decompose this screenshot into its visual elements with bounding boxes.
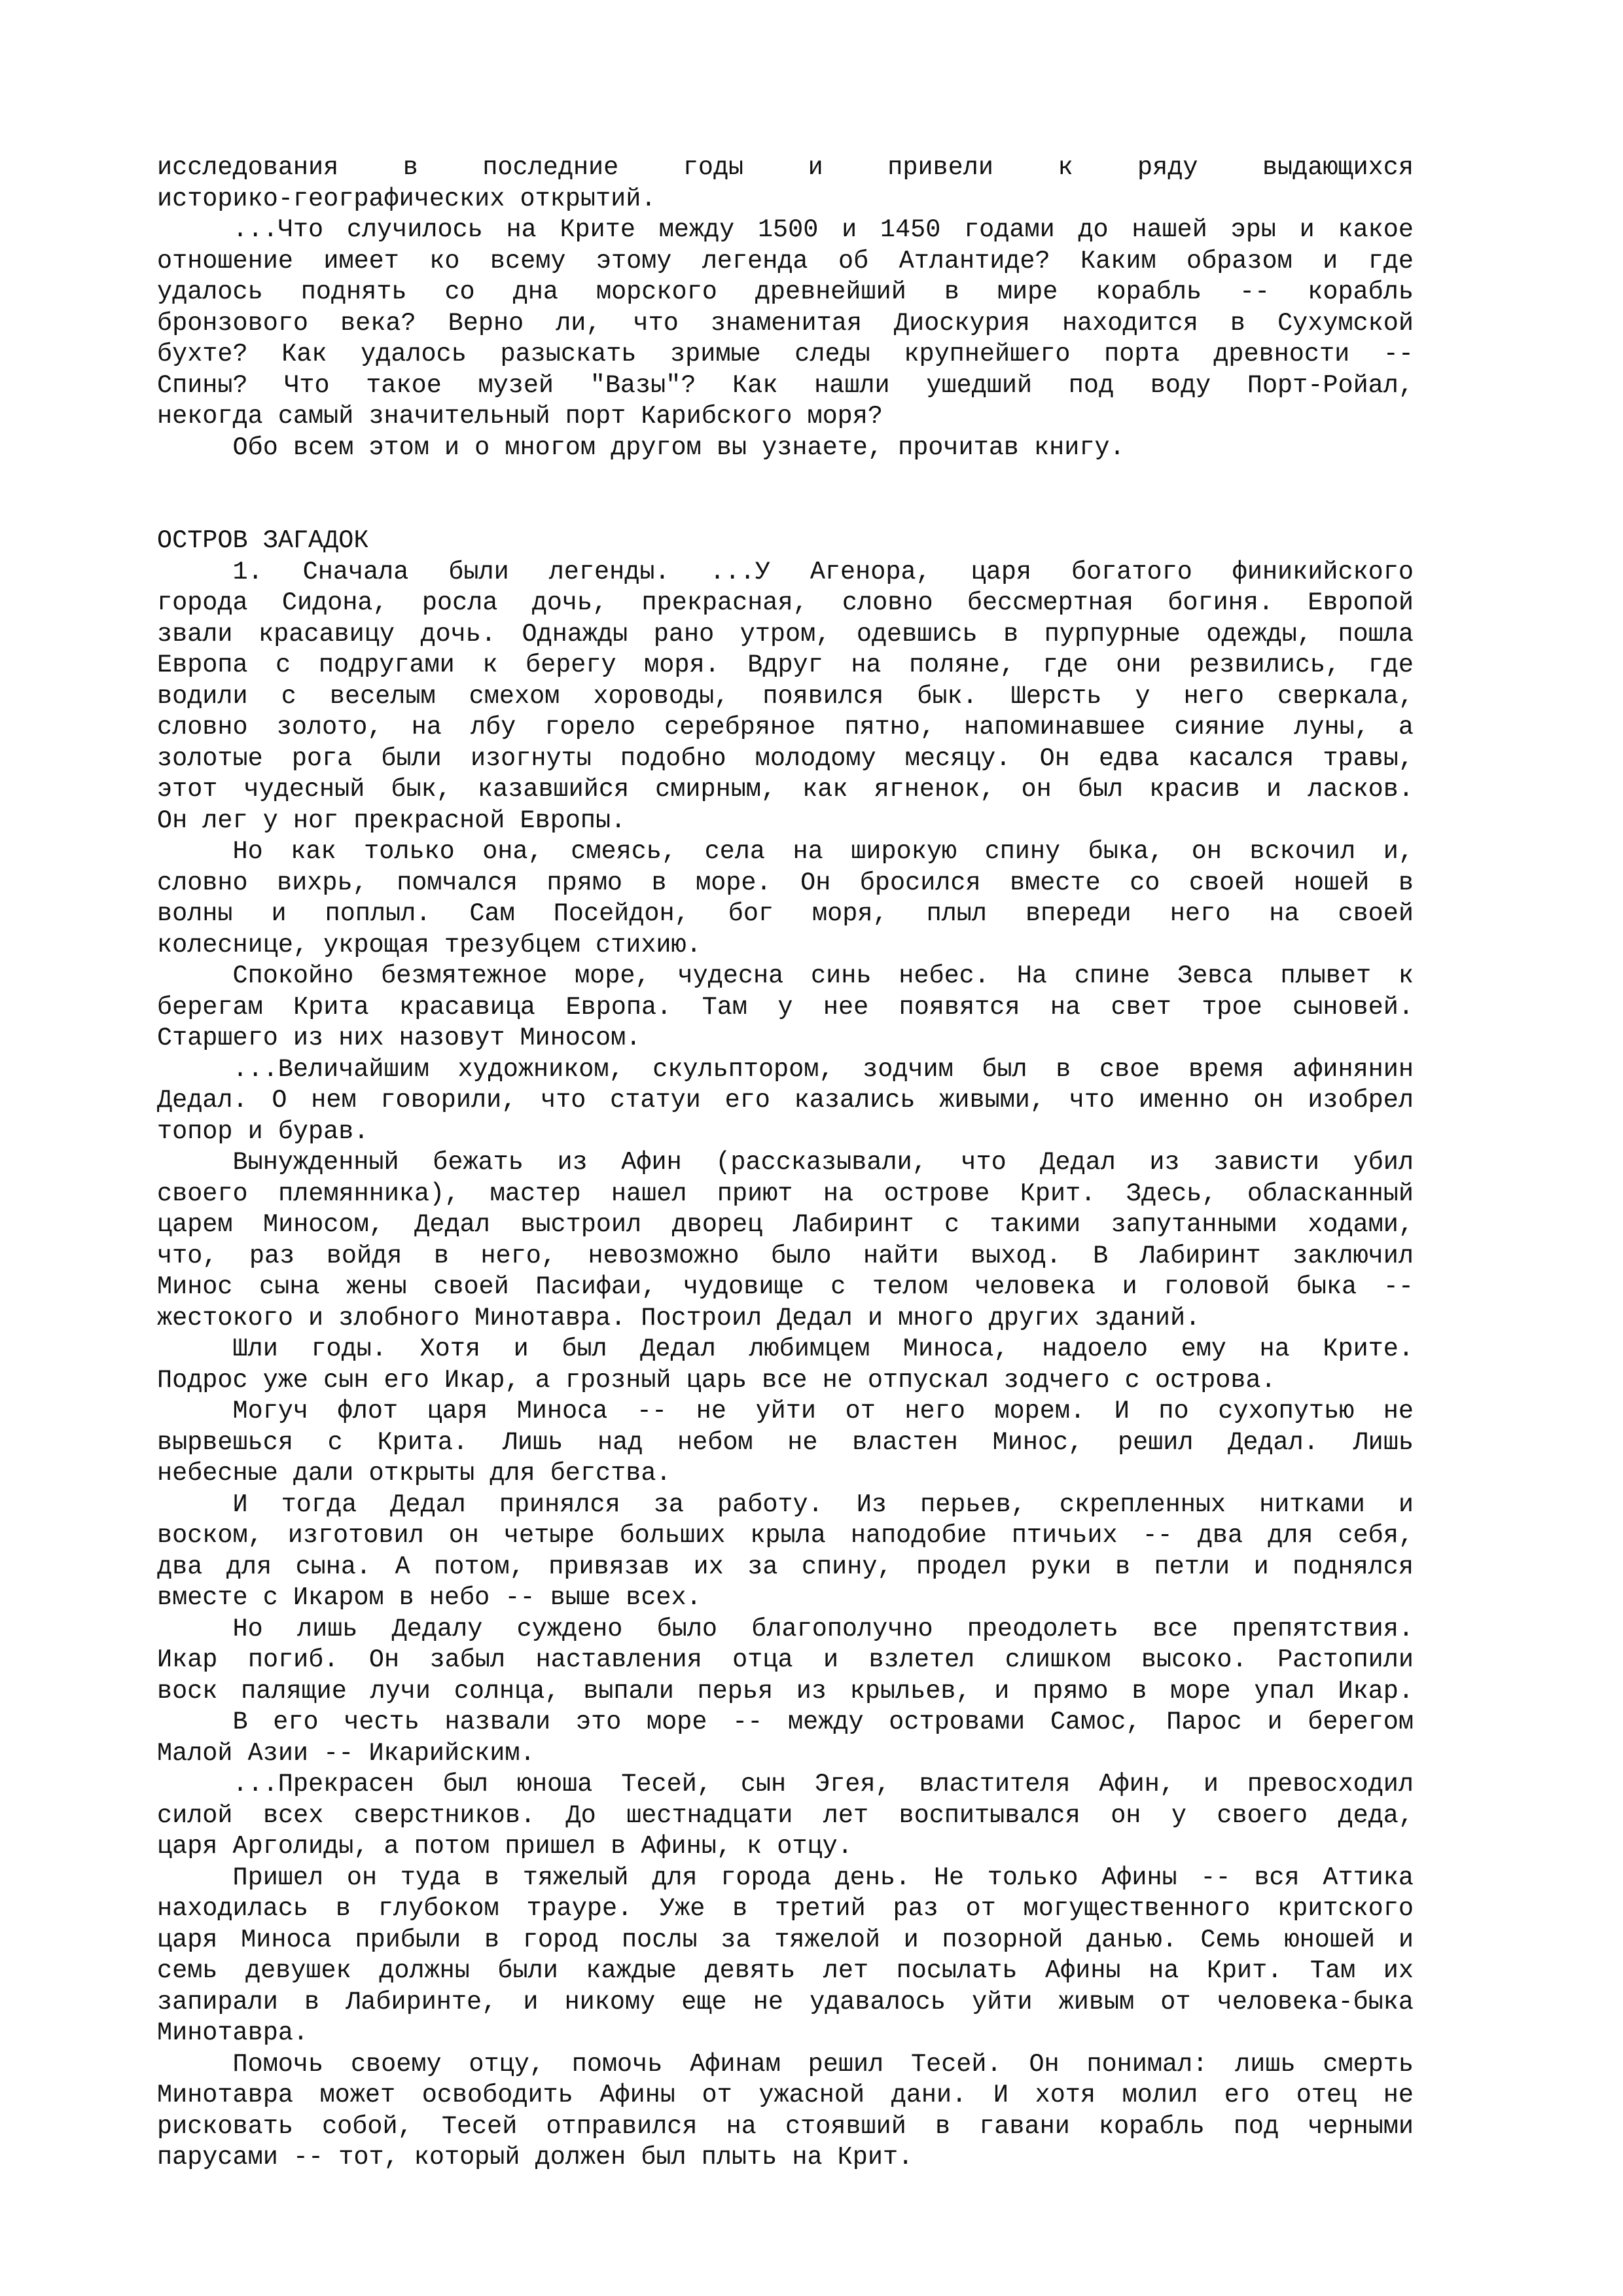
text-line: семь девушек должны были каждые девять лет посылать Афины на Крит. Там их: [157, 1956, 1414, 1985]
text-line: словно золото, на лбу горело серебряное пятно, напоминавшее сияние луны, а: [157, 713, 1414, 742]
text-line: этот чудесный бык, казавшийся смирным, как ягненок, он был красив и ласков.: [157, 775, 1414, 804]
text-line: своего племянника), мастер нашел приют на острове Крит. Здесь, обласканный: [157, 1179, 1414, 1208]
text-line: Подрос уже сын его Икар, а грозный царь все не отпускал зодчего с острова.: [157, 1365, 1276, 1395]
text-line: ...Прекрасен был юноша Тесей, сын Эгея, властителя Афин, и превосходил: [232, 1770, 1414, 1799]
text-line: Спины? Что такое музей "Вазы"? Как нашли ушедший под воду Порт-Ройал,: [157, 370, 1414, 400]
text-line: Но как только она, смеясь, села на широкую спину быка, он вскочил и,: [232, 837, 1414, 866]
text-line: Дедал. О нем говорили, что статуи его казались живыми, что именно он изобрел: [157, 1086, 1414, 1115]
text-line: Минос сына жены своей Пасифаи, чудовище с телом человека и головой быка --: [157, 1272, 1414, 1301]
text-line: 1. Сначала были легенды. ...У Агенора, царя богатого финикийского: [232, 557, 1414, 586]
text-line: Вынужденный бежать из Афин (рассказывали, что Дедал из зависти убил: [232, 1148, 1414, 1177]
blank-line: [157, 463, 1414, 495]
text-line: Спокойно безмятежное море, чудесна синь небес. На спине Зевса плывет к: [232, 961, 1414, 990]
text-line: царем Миносом, Дедал выстроил дворец Лабиринт с такими запутанными ходами,: [157, 1210, 1414, 1239]
text-line: Европа с подругами к берегу моря. Вдруг на поляне, где они резвились, где: [157, 651, 1414, 679]
text-line: некогда самый значительный порт Карибского моря?: [157, 402, 883, 431]
text-line: Но лишь Дедалу суждено было благополучно преодолеть все препятствия.: [232, 1614, 1414, 1643]
text-line: воск палящие лучи солнца, выпали перья из крыльев, и прямо в море упал Икар.: [157, 1676, 1414, 1706]
text-line: Он лег у ног прекрасной Европы.: [157, 806, 626, 835]
text-line: В его честь назвали это море -- между островами Самос, Парос и берегом: [232, 1708, 1414, 1736]
text-line: Могуч флот царя Миноса -- не уйти от него морем. И по сухопутью не: [232, 1397, 1414, 1426]
text-line: бухте? Как удалось разыскать зримые следы крупнейшего порта древности --: [157, 340, 1414, 368]
text-line: отношение имеет ко всему этому легенда об Атлантиде? Каким образом и где: [157, 246, 1414, 276]
text-line: словно вихрь, помчался прямо в море. Он бросился вместе со своей ношей в: [157, 868, 1414, 897]
blank-line: [157, 495, 1414, 526]
text-line: берегам Крита красавица Европа. Там у нее появятся на свет трое сыновей.: [157, 992, 1414, 1022]
text-line: Малой Азии -- Икарийским.: [157, 1738, 535, 1768]
text-line: Обо всем этом и о многом другом вы узнаете, прочитав книгу.: [157, 433, 1125, 462]
text-line: воском, изготовил он четыре больших крыла наподобие птичьих -- два для себя,: [157, 1521, 1414, 1550]
text-line: небесные дали открыты для бегства.: [157, 1459, 671, 1488]
text-line: ...Что случилось на Крите между 1500 и 1450 годами до нашей эры и какое: [232, 215, 1414, 244]
text-line: царя Миноса прибыли в город послы за тяжелой и позорной данью. Семь юношей и: [157, 1925, 1414, 1954]
text-line: удалось поднять со дна морского древнейший в мире корабль -- корабль: [157, 278, 1414, 306]
text-line: топор и бурав.: [157, 1117, 369, 1146]
text-line: историко-географических открытий.: [157, 184, 656, 213]
text-line: волны и поплыл. Сам Посейдон, бог моря, плыл впереди него на своей: [157, 899, 1414, 928]
text-line: звали красавицу дочь. Однажды рано утром, одевшись в пурпурные одежды, пошла: [157, 619, 1414, 649]
text-line: Минотавра.: [157, 2018, 309, 2047]
text-line: Помочь своему отцу, помочь Афинам решил Тесей. Он понимал: лишь смерть: [232, 2049, 1414, 2079]
text-line: вырвешься с Крита. Лишь над небом не властен Минос, решил Дедал. Лишь: [157, 1427, 1414, 1457]
text-line: что, раз войдя в него, невозможно было найти выход. В Лабиринт заключил: [157, 1241, 1414, 1270]
text-line: бронзового века? Верно ли, что знаменитая Диоскурия находится в Сухумской: [157, 308, 1414, 338]
text-line: вместе с Икаром в небо -- выше всех.: [157, 1583, 702, 1612]
text-line: запирали в Лабиринте, и никому еще не удавалось уйти живым от человека-быка: [157, 1987, 1414, 2017]
text-line: Минотавра может освободить Афины от ужасной дани. И хотя молил его отец не: [157, 2081, 1414, 2109]
text-line: Пришел он туда в тяжелый для города день. Не только Афины -- вся Аттика: [232, 1863, 1414, 1892]
text-line: И тогда Дедал принялся за работу. Из перьев, скрепленных нитками и: [232, 1490, 1414, 1519]
text-line: парусами -- тот, который должен был плыть на Крит.: [157, 2143, 914, 2172]
text-line: золотые рога были изогнуты подобно молодому месяцу. Он едва касался травы,: [157, 744, 1414, 773]
text-line: рисковать собой, Тесей отправился на стоявший в гавани корабль под черными: [157, 2111, 1414, 2141]
text-line: Икар погиб. Он забыл наставления отца и взлетел слишком высоко. Растопили: [157, 1645, 1414, 1674]
text-line: царя Арголиды, а потом пришел в Афины, к отцу.: [157, 1832, 853, 1861]
text-line: Старшего из них назовут Миносом.: [157, 1024, 641, 1052]
section-heading: ОСТРОВ ЗАГАДОК: [157, 526, 369, 555]
text-line: города Сидона, росла дочь, прекрасная, словно бессмертная богиня. Европой: [157, 588, 1414, 617]
text-line: исследования в последние годы и привели к ряду выдающихся: [157, 153, 1414, 182]
text-line: находилась в глубоком трауре. Уже в третий раз от могущественного критского: [157, 1894, 1414, 1923]
document-page: [157, 152, 1414, 2174]
text-line: два для сына. А потом, привязав их за спину, продел руки в петли и поднялся: [157, 1552, 1414, 1581]
text-line: силой всех сверстников. До шестнадцати лет воспитывался он у своего деда,: [157, 1801, 1414, 1830]
text-line: колеснице, укрощая трезубцем стихию.: [157, 930, 702, 960]
text-line: водили с веселым смехом хороводы, появился бык. Шерсть у него сверкала,: [157, 681, 1414, 711]
text-line: жестокого и злобного Минотавра. Построил Дедал и много других зданий.: [157, 1303, 1201, 1333]
text-line: Шли годы. Хотя и был Дедал любимцем Миноса, надоело ему на Крите.: [232, 1335, 1414, 1363]
text-line: ...Величайшим художником, скульптором, зодчим был в свое время афинянин: [232, 1054, 1414, 1084]
